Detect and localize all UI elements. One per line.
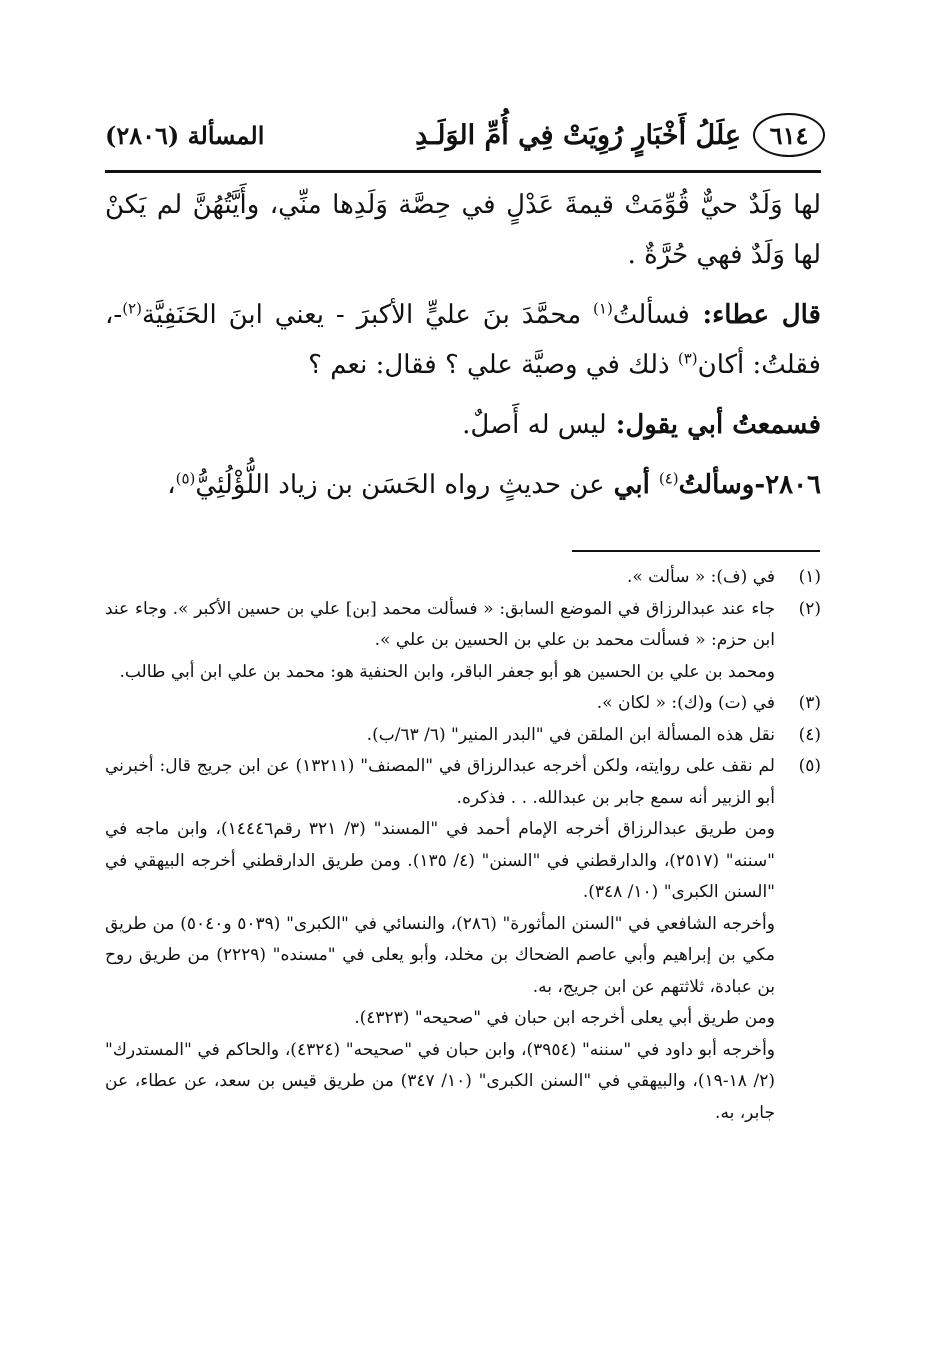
footnote-ref-5: (٥) [175, 469, 196, 488]
footnote-line: وأخرجه الشافعي في "السنن المأثورة" (٢٨٦)، والنسائي في "الكبرى" (٥٠٣٩ و٥٠٤٠) من طريق مكي بن إبراهيم وأبي عاصم الضحاك بن مخلد، وأبو يعلى في "مسنده" (٢٢٢٩) من طريق روح بن عبادة، ثلاثتهم عن ابن جريج، به. [105, 913, 775, 997]
paragraph-2-part-c: -، فقلتُ: أكان [105, 300, 821, 380]
footnote-line: ومحمد بن علي بن الحسين هو أبو جعفر الباقر، وابن الحنفية هو: محمد بن علي ابن أبي طالب. [119, 661, 775, 682]
footnote-5 [105, 751, 821, 1129]
main-text [105, 180, 821, 520]
footnote-text [105, 562, 775, 594]
footnote-line: ومن طريق أبي يعلى أخرجه ابن حبان في "صحيحه" (٤٣٢٣). [354, 1008, 775, 1028]
footnote-ref-1: (١) [593, 299, 613, 318]
footnote-line: جاء عند عبدالرزاق في الموضع السابق: « فسألت محمد [بن] علي بن حسين الأكبر ». وجاء عند ابن حزم: « فسألت محمد بن علي بن الحسين بن علي ». [105, 598, 775, 650]
paragraph-2-part-d: ذلك في وصيَّة علي ؟ فقال: نعم ؟ [308, 350, 678, 380]
footnote-line: ومن طريق عبدالرزاق أخرجه الإمام أحمد في "المسند" (٣/ ٣٢١ رقم١٤٤٤٦)، وابن ماجه في "سننه" (٢٥١٧)، والدارقطني في "السنن" (٤/ ١٣٥). ومن طريق الدارقطني أخرجه البيهقي في "السنن الكبرى" (١٠/ ٣٤٨). [105, 819, 776, 902]
paragraph-2-lead: قال عطاء: [689, 300, 821, 330]
footnote-number: (٢) [798, 598, 821, 619]
paragraph-3-lead: فسمعتُ أبي يقول: [606, 410, 821, 440]
footnote-line: في (ت) و(ك): « لكان ». [596, 693, 775, 713]
paragraph-4-text: عن حديثٍ رواه الحَسَن بن زياد اللُّؤْلُئِيُّ [195, 470, 605, 500]
book-title: عِلَلُ أَخْبَارٍ رُوِيَتْ فِي أُمِّ الوَلَـدِ [415, 119, 741, 151]
footnote-ref-3: (٣) [677, 349, 698, 368]
footnote-number: (٤) [798, 724, 821, 745]
footnote-3 [105, 688, 821, 720]
footnote-ref-2: (٢) [122, 299, 142, 318]
footnote-number: (٣) [798, 693, 821, 713]
footnote-text [105, 720, 775, 752]
paragraph-3-text: ليس له أَصلٌ. [462, 410, 607, 440]
footnote-ref-4: (٤) [658, 469, 679, 488]
page-header [105, 104, 825, 166]
paragraph-2-part-b: محمَّدَ بنَ عليٍّ الأكبرَ - يعني ابنَ الحَنَفِيَّة [141, 300, 594, 330]
header-divider [105, 170, 821, 173]
paragraph-2 [105, 290, 821, 390]
paragraph-4-lead: ٢٨٠٦-وسألتُ [678, 470, 821, 500]
footnote-text [105, 594, 775, 689]
paragraph-2-part-a: فسألتُ [612, 300, 690, 330]
footnote-line: في (ف): « سألت ». [626, 567, 775, 587]
paragraph-3 [105, 400, 821, 450]
footnote-line: لم نقف على روايته، ولكن أخرجه عبدالرزاق في "المصنف" (١٣٢١١) عن ابن جريج قال: أخبرني أبو الزبير أنه سمع جابر بن عبدالله. . . فذكره. [105, 756, 775, 808]
paragraph-1: لها وَلَدٌ حيٌّ قُوِّمَتْ قيمةَ عَدْلٍ في حِصَّة وَلَدِها منِّي، وأَيَّتُهُنَّ لم يَكنْ لها وَلَدٌ فهي حُرَّةٌ . [105, 190, 821, 270]
footnotes [105, 562, 821, 1129]
paragraph-4-end: ، [167, 470, 176, 500]
footnote-line: نقل هذه المسألة ابن الملقن في "البدر المنير" (٦/ ٦٣/ب). [366, 724, 775, 745]
footnote-line: وأخرجه أبو داود في "سننه" (٣٩٥٤)، وابن حبان في "صحيحه" (٤٣٢٤)، والحاكم في "المستدرك" (٢/ ١٨-١٩)، والبيهقي في "السنن الكبرى" (١٠/ ٣٤٧) من طريق قيس بن سعد، عن عطاء، عن جابر، به. [105, 1039, 776, 1123]
footnote-1 [105, 562, 821, 594]
footnote-text [105, 751, 775, 1129]
footnote-separator [572, 550, 820, 552]
footnote-2 [105, 594, 821, 689]
paragraph-4-lead-2: أبي [604, 470, 659, 500]
footnote-number: (٥) [798, 756, 821, 776]
footnote-4 [105, 720, 821, 752]
page-number: ٦١٤ [753, 113, 825, 157]
paragraph-4 [105, 460, 821, 510]
issue-label: المسألة (٢٨٠٦) [105, 120, 265, 150]
header-title-group [415, 113, 825, 157]
footnote-text [105, 688, 775, 720]
footnote-number: (١) [798, 567, 821, 587]
